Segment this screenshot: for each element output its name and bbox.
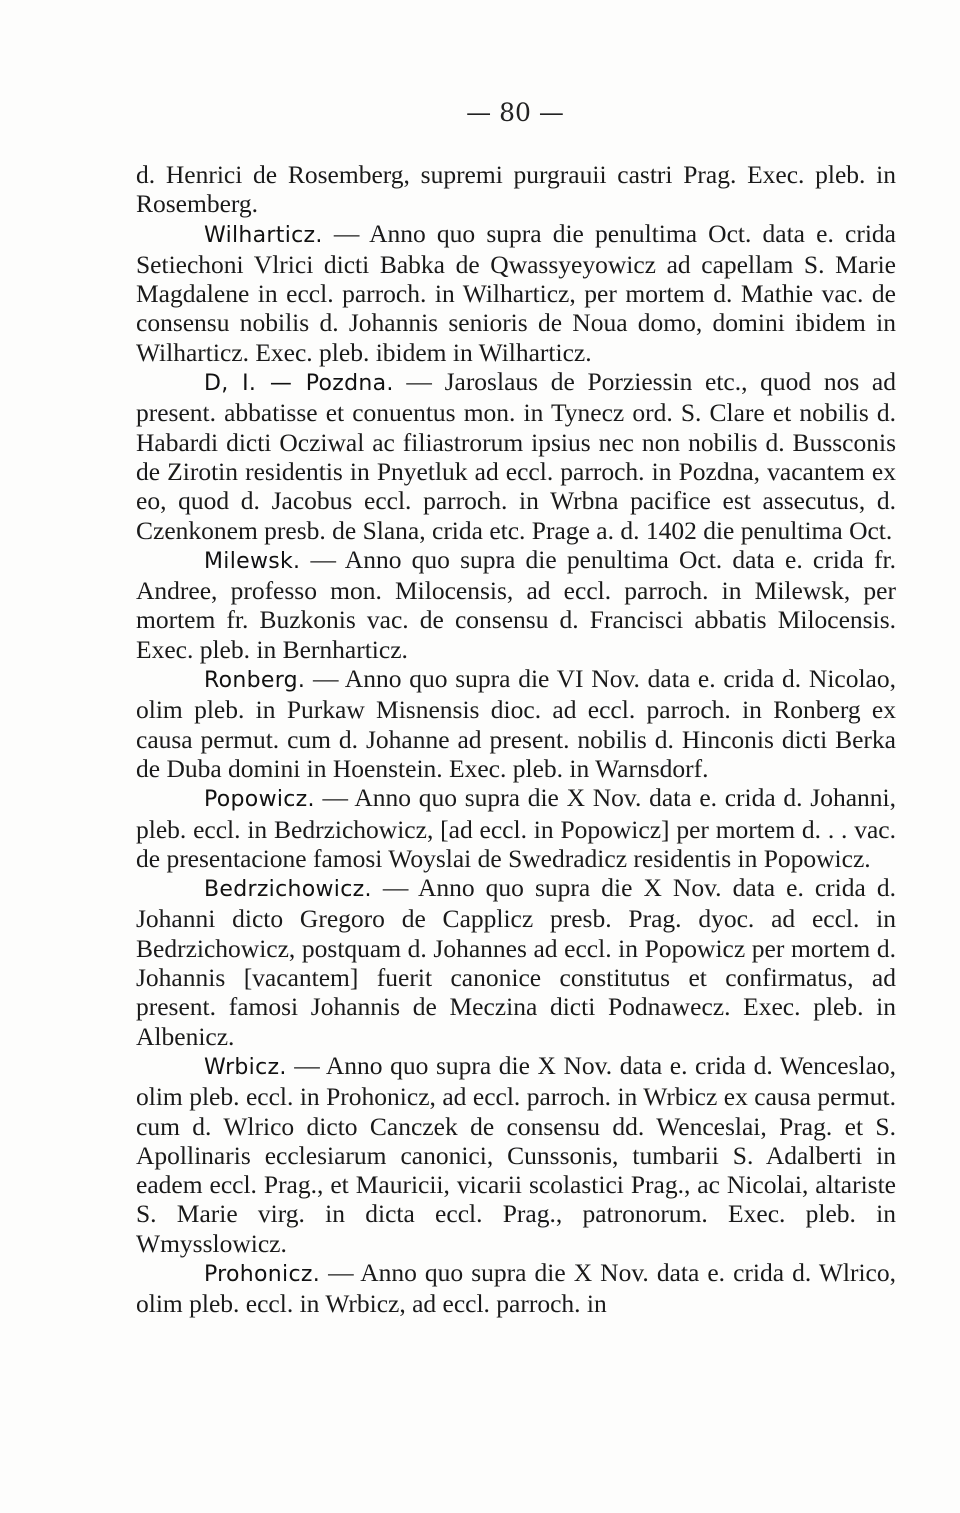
entry-wilharticz — [136, 219, 896, 367]
entry-text: — Anno quo supra die penultima Oct. data e. crida fr. Andree, professo mon. Milocensis, ad eccl. parroch. in Milewsk, per mortem fr. Buzkonis vac. de consensu d. Francisci abbatis Milocensis. Exec. pleb. in Bernharticz. — [136, 544, 896, 664]
entry-text: — Anno quo supra die X Nov. data e. crida d. Wenceslao, olim pleb. eccl. in Prohonicz, ad eccl. parroch. in Wrbicz ex causa permut. cum d. Wlrico dicto Canczek de consensu dd. Wenceslai, Prag. et S. Apollinaris ecclesiarum canonici, Cunssonis, tumbarii S. Adalberti in eadem eccl. Prag., et Mauricii, vicarii scolastici Prag., ac Nicolai, altariste S. Marie virg. in dicta eccl. Prag., patronorum. Exec. pleb. in Wmysslowicz. — [136, 1050, 897, 1258]
place-heading: Wrbicz. — [204, 1054, 287, 1080]
entry-text: — Anno quo supra die penultima Oct. data e. crida Setiechoni Vlrici dicti Babka de Qwassyeyowicz ad capellam S. Marie Magdalene in eccl. parroch. in Wilharticz, per mortem d. Mathie vac. de consensu nobilis d. Johannis senioris de Noua domo, domini ibidem in Wilharticz. Exec. pleb. ibidem in Wilharticz. — [136, 218, 896, 367]
place-heading: Milewsk. — [204, 548, 301, 574]
entry-wrbicz — [136, 1051, 896, 1258]
entry-text: — Jaroslaus de Porziessin etc., quod nos ad present. abbatisse et conuentus mon. in Tynecz ord. S. Clare et nobilis d. Habardi dicti Ocziwal ac filiastrorum ipsius nec non nobilis d. Bussconis de Zirotin residentis in Pnyetluk ad eccl. parroch. in Pozdna, vacantem ex eo, quod d. Jacobus eccl. parroch. in Wrbna pacifice est assecutus, d. Czenkonem presb. de Slana, crida etc. Prage a. d. 1402 die penultima Oct. — [136, 367, 897, 545]
entry-milewsk — [136, 545, 896, 664]
entry-text: — Anno quo supra die X Nov. data e. crida d. Wlrico, olim pleb. eccl. in Wrbicz, ad eccl. parroch. in — [136, 1257, 896, 1319]
place-heading: Popowicz. — [204, 787, 315, 813]
place-heading: Wilharticz. — [204, 222, 323, 248]
document-body — [136, 160, 896, 1319]
entry-prohonicz — [136, 1258, 896, 1319]
place-heading: Ronberg. — [204, 668, 306, 694]
entry-text: — Anno quo supra die VI Nov. data e. crida d. Nicolao, olim pleb. in Purkaw Misnensis dioc. ad eccl. parroch. in Ronberg ex causa permut. cum d. Johanne ad present. nobilis d. Hinconis dicti Berka de Duba domini in Hoenstein. Exec. pleb. in Warnsdorf. — [136, 664, 896, 783]
opening-paragraph: d. Henrici de Rosemberg, supremi purgrauii castri Prag. Exec. pleb. in Rosemberg. — [136, 160, 896, 219]
entry-text: — Anno quo supra die X Nov. data e. crida d. Johanni, pleb. eccl. in Bedrzichowicz, [ad eccl. in Popowicz] per mortem d. . . vac. de presentacione famosi Woyslai de Swedradicz residentis in Popowicz. — [136, 783, 896, 873]
entry-text: — Anno quo supra die X Nov. data e. crida d. Johanni dicto Gregoro de Capplicz presb. Prag. dyoc. ad eccl. in Bedrzichowicz, postquam d. Johannes ad eccl. in Popowicz per mortem d. Johannis [vacantem] fuerit canonice constitutus et confirmatus, ad present. famosi Johannis de Meczina dicti Podnawecz. Exec. pleb. in Albenicz. — [136, 873, 897, 1051]
page-number: — 80 — — [466, 98, 564, 127]
place-heading: Prohonicz. — [204, 1261, 320, 1287]
entry-ronberg — [136, 664, 896, 783]
entry-bedrzichowicz — [136, 873, 896, 1051]
place-heading: D, I. — Pozdna. — [204, 371, 394, 397]
place-heading: Bedrzichowicz. — [204, 877, 372, 903]
entry-pozdna — [136, 367, 896, 545]
entry-popowicz — [136, 783, 896, 873]
